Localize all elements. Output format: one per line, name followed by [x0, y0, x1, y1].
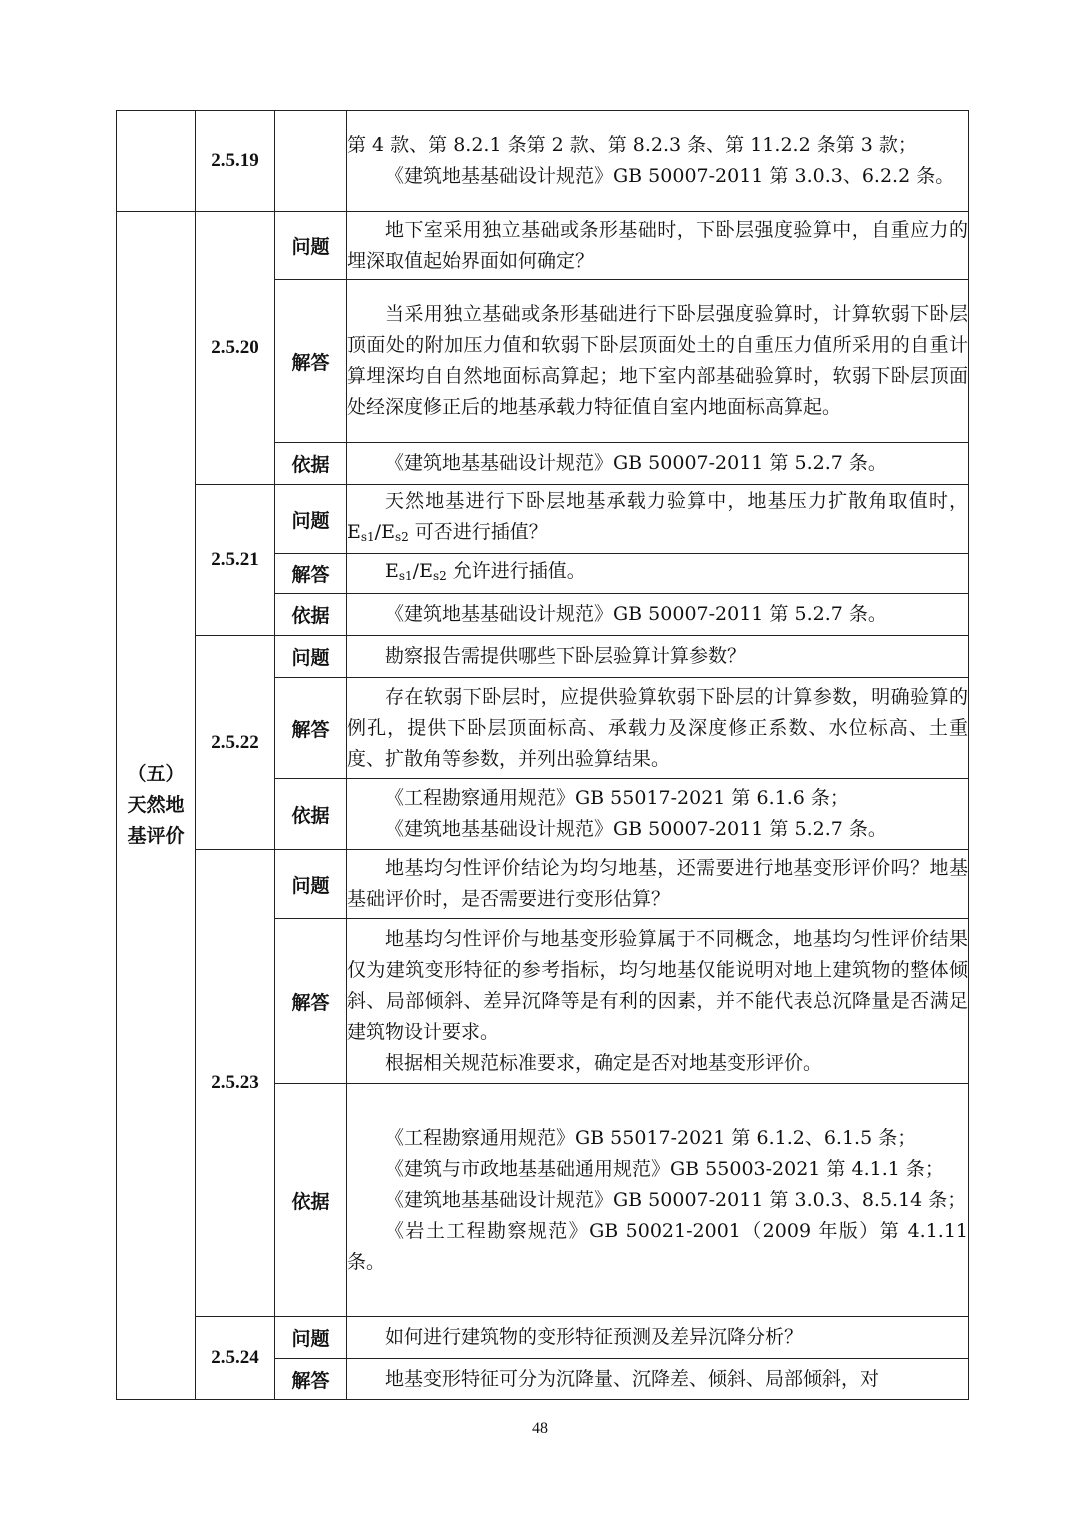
answer-text: 存在软弱下卧层时，应提供验算软弱下卧层的计算参数，明确验算的例孔，提供下卧层顶面标高、承载力及深度修正系数、水位标高、土重度、扩散角等参数，并列出验算结果。	[347, 678, 969, 779]
row-2-5-22-question	[117, 636, 969, 678]
section-title	[117, 212, 196, 1400]
answer-text: $E_{s1}/E_{s2}$ 允许进行插值。	[347, 554, 969, 594]
question-label: 问题	[275, 485, 347, 554]
question-label: 问题	[275, 636, 347, 678]
answer-label: 解答	[275, 280, 347, 443]
label-cell-empty	[275, 111, 347, 212]
item-number: 2.5.23	[196, 850, 275, 1317]
item-number: 2.5.21	[196, 485, 275, 636]
question-label: 问题	[275, 212, 347, 280]
question-text: 如何进行建筑物的变形特征预测及差异沉降分析？	[347, 1317, 969, 1359]
row-2-5-23-question	[117, 850, 969, 919]
question-text: 勘察报告需提供哪些下卧层验算计算参数？	[347, 636, 969, 678]
basis-label: 依据	[275, 779, 347, 850]
basis-text: 《建筑地基基础设计规范》GB 50007-2011 第 5.2.7 条。	[347, 594, 969, 636]
answer-label: 解答	[275, 678, 347, 779]
basis-label: 依据	[275, 1084, 347, 1317]
basis-text: 《工程勘察通用规范》GB 55017-2021 第 6.1.6 条； 《建筑地基基础设计规范》GB 50007-2011 第 5.2.7 条。	[347, 779, 969, 850]
row-2-5-21-question	[117, 485, 969, 554]
question-text: 天然地基进行下卧层地基承载力验算中，地基压力扩散角取值时，$E_{s1}/E_{s2}$ 可否进行插值？	[347, 485, 969, 554]
basis-line: 第 4 款、第 8.2.1 条第 2 款、第 8.2.3 条、第 11.2.2 条第 3 款；	[347, 134, 917, 156]
item-number: 2.5.22	[196, 636, 275, 850]
answer-text: 当采用独立基础或条形基础进行下卧层强度验算时，计算软弱下卧层顶面处的附加压力值和软弱下卧层顶面处土的自重压力值所采用的自重计算埋深均自自然地面标高算起；地下室内部基础验算时，软弱下卧层顶面处经深度修正后的地基承载力特征值自室内地面标高算起。	[347, 280, 969, 443]
basis-label: 依据	[275, 443, 347, 485]
basis-text: 《工程勘察通用规范》GB 55017-2021 第 6.1.2、6.1.5 条； 《建筑与市政地基基础通用规范》GB 55003-2021 第 4.1.1 条； 《建筑地基基础设计规范》GB 50007-2011 第 3.0.3、8.5.14 条； 《岩土工程勘察规范》GB 50021-2001（2009 年版）第 4.1.11 条。	[347, 1084, 969, 1317]
item-number: 2.5.24	[196, 1317, 275, 1400]
basis-text: 《建筑地基基础设计规范》GB 50007-2011 第 5.2.7 条。	[347, 443, 969, 485]
basis-line: 《建筑地基基础设计规范》GB 50007-2011 第 3.0.3、6.2.2 条。	[385, 165, 955, 187]
section-title-line: 基评价	[127, 825, 185, 847]
item-number: 2.5.20	[196, 212, 275, 485]
row-2-5-19	[117, 111, 969, 212]
basis-label: 依据	[275, 594, 347, 636]
answer-text: 地基均匀性评价与地基变形验算属于不同概念，地基均匀性评价结果仅为建筑变形特征的参考指标，均匀地基仅能说明对地上建筑物的整体倾斜、局部倾斜、差异沉降等是有利的因素，并不能代表总沉降量是否满足建筑物设计要求。 根据相关规范标准要求，确定是否对地基变形评价。	[347, 919, 969, 1084]
qa-table	[116, 110, 969, 1400]
answer-label: 解答	[275, 919, 347, 1084]
question-label: 问题	[275, 850, 347, 919]
page-number: 48	[532, 1420, 548, 1437]
answer-label: 解答	[275, 1359, 347, 1400]
item-number: 2.5.19	[196, 111, 275, 212]
section-title-line: 天然地	[127, 794, 185, 816]
row-2-5-20-question	[117, 212, 969, 280]
question-text: 地基均匀性评价结论为均匀地基，还需要进行地基变形评价吗？地基基础评价时，是否需要进行变形估算？	[347, 850, 969, 919]
answer-text: 地基变形特征可分为沉降量、沉降差、倾斜、局部倾斜，对	[347, 1359, 969, 1400]
row-2-5-24-question	[117, 1317, 969, 1359]
question-text: 地下室采用独立基础或条形基础时，下卧层强度验算中，自重应力的埋深取值起始界面如何确定？	[347, 212, 969, 280]
answer-label: 解答	[275, 554, 347, 594]
section-title-line: （五）	[127, 763, 185, 785]
section-cell-previous	[117, 111, 196, 212]
question-label: 问题	[275, 1317, 347, 1359]
basis-text	[347, 111, 969, 212]
